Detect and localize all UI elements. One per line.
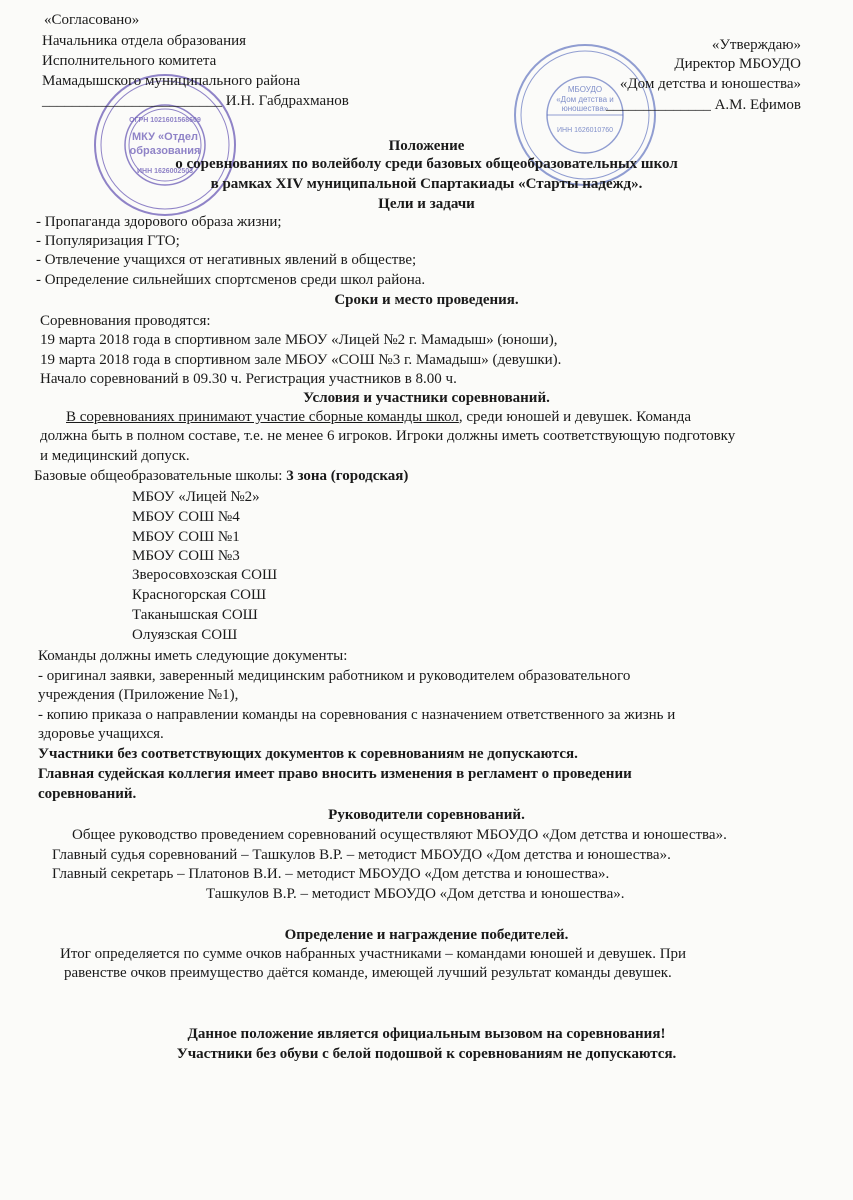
- approval-left-heading: «Согласовано»: [44, 12, 140, 28]
- conditions-heading: Условия и участники соревнований.: [303, 390, 550, 406]
- school-item-6: Красногорская СОШ: [132, 587, 267, 603]
- school-item-5: Зверосовхозская СОШ: [132, 567, 278, 583]
- left-stamp-inn: ИНН 1626002503: [136, 168, 194, 175]
- approval-left-line1: Начальника отдела образования: [42, 33, 247, 49]
- conditions-para-underlined: В соревнованиях принимают участие сборные команды школ: [66, 409, 459, 425]
- school-item-1: МБОУ «Лицей №2»: [132, 489, 260, 505]
- doc1-line2: учреждения (Приложение №1),: [38, 687, 239, 703]
- approval-right-heading: «Утверждаю»: [711, 37, 801, 53]
- school-item-4: МБОУ СОШ №3: [132, 548, 240, 564]
- conditions-para-line1: [66, 408, 691, 426]
- goal-item-4: - Определение сильнейших спортсменов среди школ района.: [36, 272, 426, 288]
- approval-right-line2: «Дом детства и юношества»: [619, 76, 801, 92]
- rights-line2: соревнований.: [38, 786, 137, 802]
- dates-intro: Соревнования проводятся:: [40, 313, 211, 329]
- approval-left-line2: Исполнительного комитета: [42, 53, 217, 69]
- awards-line2: равенстве очков преимущество даётся команде, имеющей лучший результат команды девушек.: [64, 965, 672, 981]
- awards-line1: Итог определяется по сумме очков набранных участниками – командами юношей и девушек. При: [60, 946, 687, 962]
- dates-line3: Начало соревнований в 09.30 ч. Регистрация участников в 8.00 ч.: [40, 371, 457, 387]
- school-item-8: Олуязская СОШ: [132, 627, 238, 643]
- approval-right-line1: Директор МБОУДО: [674, 56, 801, 72]
- dates-line1: 19 марта 2018 года в спортивном зале МБОУ «Лицей №2 г. Мамадыш» (юноши),: [40, 332, 558, 348]
- doc-title: Положение: [388, 138, 465, 154]
- goal-item-3: - Отвлечение учащихся от негативных явлений в обществе;: [36, 252, 417, 268]
- doc2-line1: - копию приказа о направлении команды на соревнования с назначением ответственного за жизнь и: [38, 707, 676, 723]
- leaders-line1: Общее руководство проведением соревнований осуществляют МБОУДО «Дом детства и юношества».: [72, 827, 727, 843]
- left-stamp-name-1: МКУ «Отдел: [131, 131, 199, 143]
- leaders-line4: Ташкулов В.Р. – методист МБОУДО «Дом детства и юношества».: [206, 886, 625, 902]
- doc2-line2: здоровье учащихся.: [38, 726, 164, 742]
- school-item-3: МБОУ СОШ №1: [132, 529, 240, 545]
- doc1-line1: - оригинал заявки, заверенный медицинским работником и руководителем образовательного: [38, 668, 631, 684]
- right-stamp-name-2: «Дом детства и: [556, 95, 614, 104]
- docs-intro: Команды должны иметь следующие документы:: [38, 648, 348, 664]
- right-stamp-name-3: юношества»: [561, 104, 609, 113]
- approval-right-signature: ______________ А.М. Ефимов: [605, 97, 801, 113]
- left-stamp-name-2: образования: [129, 145, 201, 157]
- rights-line1: Главная судейская коллегия имеет право вносить изменения в регламент о проведении: [38, 766, 632, 782]
- footer-line1: Данное положение является официальным вызовом на соревнования!: [187, 1026, 666, 1042]
- schools-label-line: [34, 467, 408, 485]
- right-stamp-inn: ИНН 1626010760: [556, 127, 614, 134]
- schools-label: Базовые общеобразовательные школы:: [34, 468, 287, 484]
- school-item-2: МБОУ СОШ №4: [132, 509, 240, 525]
- school-item-7: Таканышская СОШ: [132, 607, 258, 623]
- goal-item-1: - Пропаганда здорового образа жизни;: [36, 214, 282, 230]
- schools-zone: 3 зона (городская): [286, 468, 409, 484]
- dates-line2: 19 марта 2018 года в спортивном зале МБОУ «СОШ №3 г. Мамадыш» (девушки).: [40, 352, 562, 368]
- doc-title-line2: о соревнованиях по волейболу среди базовых общеобразовательных школ: [175, 156, 678, 172]
- approval-left-line3: Мамадышского муниципального района: [42, 73, 301, 89]
- right-stamp-name-1: МБОУДО: [567, 85, 603, 94]
- dates-heading: Сроки и место проведения.: [334, 292, 519, 308]
- conditions-para-line2: должна быть в полном составе, т.е. не менее 6 игроков. Игроки должны иметь соответствующую подготовку: [40, 428, 736, 444]
- footer-line2: Участники без обуви с белой подошвой к соревнованиям не допускаются.: [176, 1046, 677, 1062]
- leaders-heading: Руководители соревнований.: [328, 807, 525, 823]
- conditions-para-line3: и медицинский допуск.: [40, 448, 190, 464]
- leaders-line3: Главный секретарь – Платонов В.И. – методист МБОУДО «Дом детства и юношества».: [52, 866, 610, 882]
- conditions-para-rest: , среди юношей и девушек. Команда: [458, 409, 692, 425]
- documents-warning: Участники без соответствующих документов к соревнованиям не допускаются.: [38, 746, 578, 762]
- left-stamp-ogrn: ОГРН 1021601568609: [129, 117, 201, 124]
- approval-left-signature: ________________________ И.Н. Габдрахманов: [42, 93, 349, 109]
- goal-item-2: - Популяризация ГТО;: [36, 233, 180, 249]
- leaders-line2: Главный судья соревнований – Ташкулов В.Р. – методист МБОУДО «Дом детства и юношества».: [52, 847, 671, 863]
- doc-title-line3: в рамках XIV муниципальной Спартакиады «Старты надежд».: [210, 176, 643, 192]
- goals-heading: Цели и задачи: [378, 196, 475, 212]
- awards-heading: Определение и награждение победителей.: [284, 927, 569, 943]
